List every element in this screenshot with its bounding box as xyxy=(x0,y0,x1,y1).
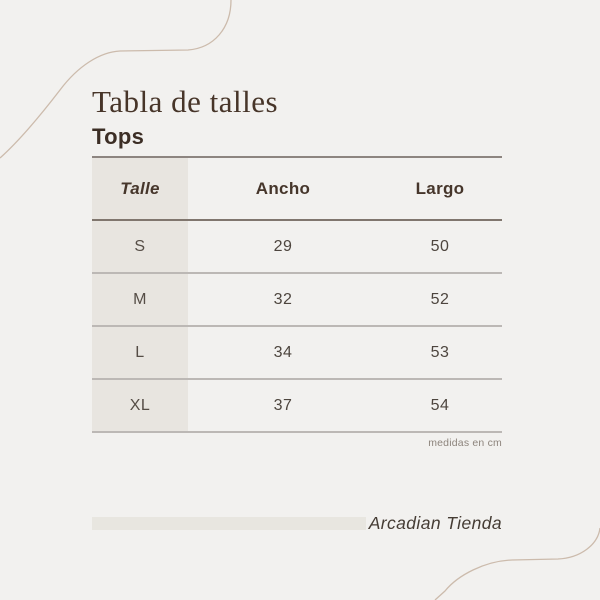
table-row xyxy=(92,379,502,432)
ancho-value: 32 xyxy=(273,290,293,308)
largo-value: 50 xyxy=(430,237,450,255)
ancho-value: 34 xyxy=(273,343,293,361)
table-header-row xyxy=(92,158,502,220)
size-label: S xyxy=(92,220,188,273)
largo-value: 53 xyxy=(430,343,450,361)
column-header-talle: Talle xyxy=(92,158,188,220)
units-note: medidas en cm xyxy=(428,437,502,449)
page-title: Tabla de talles xyxy=(92,84,279,119)
table-row xyxy=(92,220,502,273)
largo-value: 54 xyxy=(430,396,450,414)
size-label: L xyxy=(92,326,188,379)
section-subtitle: Tops xyxy=(92,124,145,149)
column-header-largo: Largo xyxy=(415,178,465,198)
table-row xyxy=(92,273,502,326)
decorative-curve-bottom-right-icon xyxy=(435,528,600,600)
largo-value: 52 xyxy=(430,290,450,308)
brand-name: Arcadian Tienda xyxy=(368,513,502,533)
table-row xyxy=(92,326,502,379)
ancho-value: 37 xyxy=(273,396,293,414)
size-table xyxy=(92,158,502,433)
ancho-value: 29 xyxy=(273,237,293,255)
size-label: M xyxy=(92,273,188,326)
column-header-ancho: Ancho xyxy=(255,178,311,198)
size-label: XL xyxy=(92,379,188,432)
